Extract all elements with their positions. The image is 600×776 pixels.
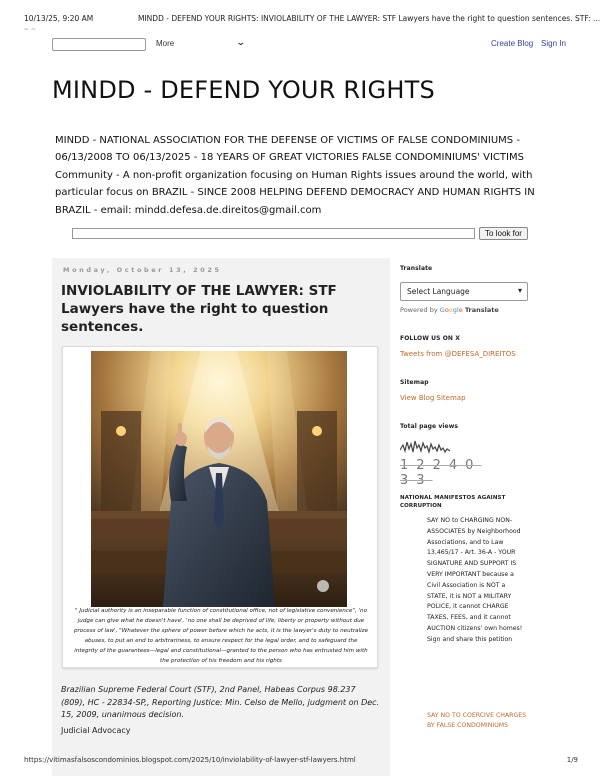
navbar-search-input[interactable] bbox=[52, 38, 146, 51]
sitemap-link[interactable]: View Blog Sitemap bbox=[400, 394, 466, 402]
post-subheading: Judicial Advocacy bbox=[61, 726, 131, 735]
pageviews-heading: Total page views bbox=[400, 423, 459, 430]
pageviews-sparkline bbox=[400, 436, 450, 456]
post-citation: Brazilian Supreme Federal Court (STF), 2nd Panel, Habeas Corpus 98.237 (809), HC - 22834-SP,, Reporting Justice: Min. Celso de Mello, judgment on Dec. 15, 2009, unanimous decision. bbox=[61, 685, 380, 720]
google-logo: Google bbox=[439, 306, 463, 314]
post-date: Monday, October 13, 2025 bbox=[63, 266, 222, 274]
manifesto-text: SAY NO to CHARGING NON-ASSOCIATES by Neighborhood Associations, and to Law 13,465/17 - Art. 36-A - YOUR SIGNATURE AND SUPPORT IS VERY IMPORTANT because a Civil Association is NOT a STATE, it is NOT a MILITARY POLICE, it cannot CHARGE TAXES, FEES, and it cannot AUCTION citizens' own homes! Sign and share this petition bbox=[427, 517, 523, 643]
blog-title[interactable]: MINDD - DEFEND YOUR RIGHTS bbox=[52, 76, 435, 104]
powered-by-label: Powered by bbox=[400, 306, 438, 314]
page-url: https://vitimasfalsoscondominios.blogspot.com/2025/10/inviolability-of-lawyer-stf-lawyers.html bbox=[24, 756, 356, 764]
print-footer bbox=[24, 756, 578, 766]
image-caption: " Judicial authority is an inseparable function of constitutional office, not of legislative convenience", 'no judge can give what he doesn't have', 'no one shall be deprived of life, liberty or property without due process of law', "Whatever the sphere of power before which he acts, it is the lawyer's duty to neutralize abuses, to put an end to arbitrariness, to ensure respect for the legal order, and to safeguard the integrity of the guarantees—legal and constitutional—granted to the person who has entrusted him with the protection of his freedom and his rights bbox=[73, 608, 369, 664]
search-input[interactable] bbox=[72, 228, 475, 239]
sign-in-link[interactable]: Sign In bbox=[541, 39, 566, 48]
print-timestamp: 10/13/25, 9:20 AM bbox=[24, 14, 94, 23]
translate-link[interactable]: Translate bbox=[464, 306, 499, 314]
language-select-value: Select Language bbox=[407, 287, 470, 296]
post-title[interactable]: INVIOLABILITY OF THE LAWYER: STF Lawyers have the right to question sentences. bbox=[61, 283, 337, 335]
more-menu-button[interactable]: More bbox=[156, 39, 175, 48]
page-number: 1/9 bbox=[566, 756, 578, 764]
divider: ~ ~ bbox=[24, 26, 36, 33]
translate-heading: Translate bbox=[400, 265, 433, 272]
follow-heading: FOLLOW US ON X bbox=[400, 335, 460, 342]
tweets-link[interactable]: Tweets from @DEFESA_DIREITOS bbox=[400, 350, 516, 358]
language-select[interactable] bbox=[400, 282, 528, 301]
blogger-navbar bbox=[52, 38, 574, 54]
create-blog-link[interactable]: Create Blog bbox=[491, 39, 534, 48]
post-figure bbox=[62, 346, 378, 668]
chevron-down-icon: ▾ bbox=[517, 286, 522, 295]
sitemap-heading: Sitemap bbox=[400, 379, 429, 386]
manifesto-petition-link[interactable]: SAY NO TO COERCIVE CHARGES BY FALSE CONDOMINIUMS bbox=[427, 712, 527, 729]
lawyer-courtroom-image[interactable] bbox=[91, 351, 347, 607]
blog-search bbox=[72, 228, 528, 241]
chevron-down-icon[interactable]: ⌄ bbox=[235, 38, 246, 48]
blog-description: MINDD - NATIONAL ASSOCIATION FOR THE DEFENSE OF VICTIMS OF FALSE CONDOMINIUMS - 06/13/2008 TO 06/13/2025 - 18 YEARS OF GREAT VICTORIES FALSE CONDOMINIUMS' VICTIMS Community - A non-profit organization focusing on Human Rights issues around the world, with particular focus on BRAZIL - SINCE 2008 HELPING DEFEND DEMOCRACY AND HUMAN RIGHTS IN BRAZIL - email: mindd.defesa.de.direitos@gmail.com bbox=[55, 135, 535, 216]
print-title: MINDD - DEFEND YOUR RIGHTS: INVIOLABILITY OF THE LAWYER: STF Lawyers have the right to question sentences. STF: ... bbox=[138, 14, 600, 23]
print-header bbox=[24, 14, 600, 28]
manifesto-heading: NATIONAL MANIFESTOS AGAINST CORRUPTION bbox=[400, 495, 506, 509]
powered-by-google[interactable] bbox=[400, 306, 530, 314]
pageviews-counter: 12240 33 bbox=[400, 458, 482, 488]
search-button[interactable]: To look for bbox=[479, 227, 528, 240]
